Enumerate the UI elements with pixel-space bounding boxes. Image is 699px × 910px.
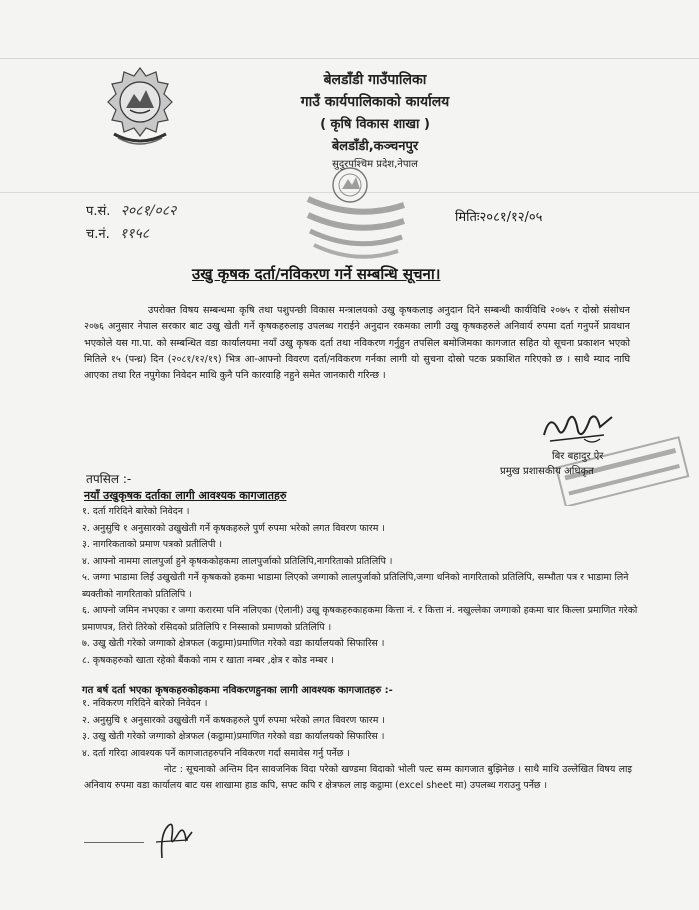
signatory-title: प्रमुख प्रशासकीय अधिकृत [500,466,594,477]
paper-fold-line [0,58,699,59]
section-signature-icon [142,814,198,864]
list-item: ४. आफ्नो नाममा लालपुर्जा हुने कृषककोहकमा लालपुर्जाको प्रतिलिपि,नागरिताको प्रतिलिपि । [82,555,393,567]
dispatch-label: च.नं. [86,227,110,242]
signatory-name: बिर बहादुर ऐर [552,451,604,462]
list-item: ३. उखु खेती गरेको जग्गाको क्षेत्रफल (कट्ठामा)प्रमाणित गरेको वडा कार्यालयको सिफारिस । [82,731,385,742]
office-seal-stamp-icon [300,165,412,263]
branch-name: ( कृषि विकास शाखा ) [320,117,430,132]
notice-body: उपरोक्त विषय सम्बन्धमा कृषि तथा पशुपन्छी विकास मन्त्रालयको उखु कृषकलाइ अनुदान दिने सम्बन्धी कार्यविधि २०७५ र दोस्रो संसोधन २०७६ अनुसार नेपाल सरकार बाट उखु खेती गर्ने कृषकहरुलाइ उपलब्ध गराईने अनुदान रकमका लागी उखु कृषकहरुले अनिवार्य रुपमा दर्ता गनुपर्ने प्रावधान भएकोले यस गा.पा. को सम्बन्धित वडा कार्यालयमा नयाँ उखु कृषक दर्ता तथा नविकरण गर्नुहुन तपसिल बमोजिमका कागजात सहित यो सूचना प्रकाशन भएको मितिले १५ (पन्ध्र) दिन (२०८१/१२/१९) भित्र आ-आफ्नो विवरण दर्ता/नविकरण गर्नका लागी यो सुचना दोस्रो पटक प्रकाशित गरिएको छ । साथै म्याद नाघि आएका तथा रित नपुगेका निवेदन माथि कुनै पनि कारवाहि नहुने समेत जानकारी गरिन्छ । [84,305,630,382]
nepal-emblem-icon [104,64,176,148]
new-registration-list [82,504,642,669]
list-item: १. दर्ता गरिदिने बारेको निवेदन । [82,506,190,517]
reference-number-row [86,201,176,220]
notice-subject: उखु कृषक दर्ता/नविकरण गर्ने सम्बन्धि सूचना। [192,265,441,283]
new-registration-heading: नयाँ उखुकृषक दर्ताका लागी आवश्यक कागजातहरु [84,489,287,502]
dispatch-number-row [86,224,149,243]
list-item: ६. आफ्नो जमिन नभएका र जग्गा करारमा पनि नलिएका (ऐलानी) उखु कृषकहरुकाहकमा कित्ता नं. र कित्ता नं. नखुल्लेका जग्गाको हकमा चार किल्ला प्रमाणित गरेको प्रमाणपत्र, तिरो तिरेको रसिदको प्रतिलिपि र निस्साको प्रमाणको प्रतिलिपि । [82,605,638,633]
office-province: सुदुरपश्चिम प्रदेश,नेपाल [332,159,418,170]
renewal-list [82,696,642,762]
list-item: २. अनुसुचि १ अनुसारको उखुखेती गर्ने कषकहरुले पुर्ण रुपमा भरेको लगत विवरण फारम । [82,714,385,726]
reference-label: प.सं. [86,204,111,219]
notice-note: नोट : सूचनाको अन्तिम दिन सावजनिक विदा परेको खण्डमा विदाको भोली पल्ट सम्म कागजात बुझिनेछ । साथै माथि उल्लेखित विषय लाइ अनिवाय रुपमा वडा कार्यालय बाट यस शाखामा हाड कपि, सफ्ट कपि र क्षेत्रफल लाइ कट्ठामा (excel sheet मा) उपलब्ध गराउनु पर्नेछ । [84,764,632,792]
municipality-name: बेलडाँडी गाउँपालिका [323,72,427,88]
list-item: ३. नागरिकताको प्रमाण पत्रको प्रतीलिपी । [82,539,223,550]
signature-line [84,842,144,843]
list-item: २. अनुसुचि १ अनुसारको उखुखेती गर्ने कृषकहरुले पुर्ण रुपमा भरेको लगत विवरण फारम । [82,522,385,534]
list-item: ५. जग्गा भाडामा लिई उखुखेती गर्ने कृषकको हकमा भाडामा लिएको जग्गाको लालपुर्जाको प्रतिलिपि,जग्गा धनिको नागरिताको प्रतिलिपि, सम्भौता पत्र र भाडामा लिने ब्यक्तीको नागरिताको प्रतिलिपि । [82,572,629,600]
dispatch-value: ११५८ [119,226,150,242]
office-name: गाउँ कार्यपालिकाको कार्यालय [300,94,450,110]
reference-value: २०८१/०८२ [120,203,177,219]
renewal-heading: गत बर्ष दर्ता भएका कृषकहरुकोहकमा नविकरणहुनका लागी आवश्यक कागजातहरु :- [82,685,393,696]
list-item: ४. दर्ता गरिदा आवश्यक पर्ने कागजातहरुपनि नविकरण गर्दा समावेस गर्नु पर्नेछ । [82,747,350,759]
office-address: बेलडाँडी,कञ्चनपुर [331,139,419,154]
list-item: १. नविकरण गरिदिने बारेको निवेदन । [82,698,208,709]
list-item: ७. उखु खेती गरेको जग्गाको क्षेत्रफल (कट्ठामा)प्रमाणित गरेको वडा कार्यालयको सिफारिस । [82,638,385,649]
details-label: तपसिल :- [86,472,132,486]
list-item: ८. कृषकहरुको खाता रहेको बैंकको नाम र खाता नम्बर ,क्षेत्र र कोड नम्बर । [82,654,334,666]
notice-date: मितिः२०८१/१२/०५ [455,210,543,225]
